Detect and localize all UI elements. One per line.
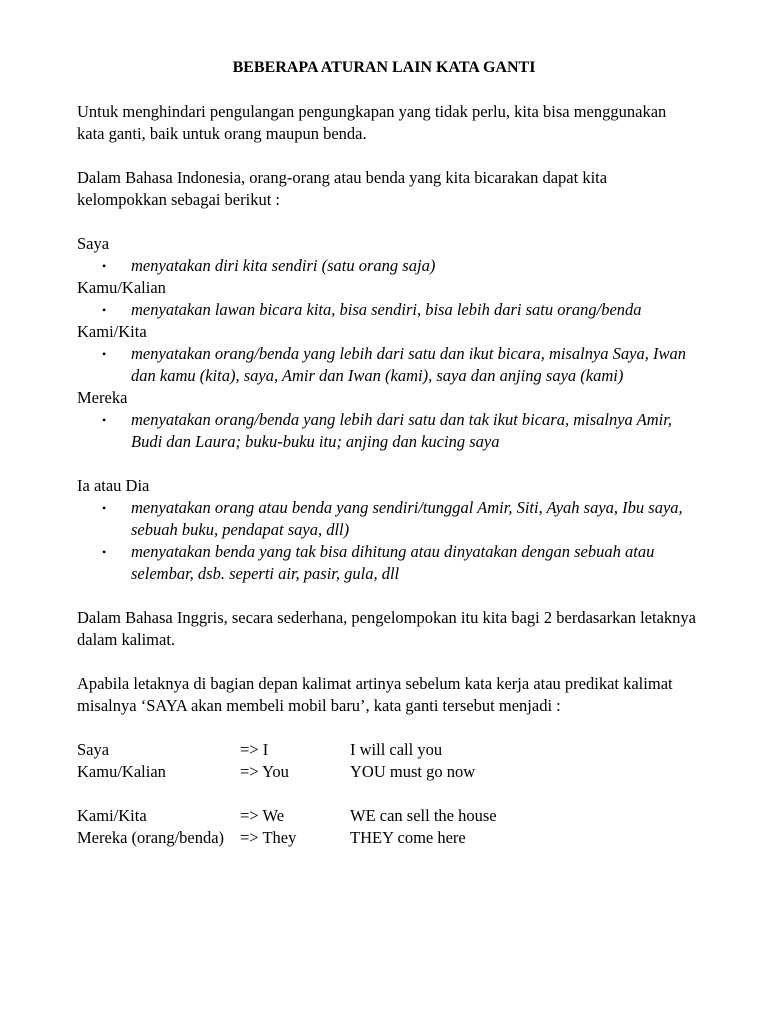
list-item-text: menyatakan orang/benda yang lebih dari satu dan tak ikut bicara, misalnya Amir, Budi dan Laura; buku-buku itu; anjing dan kucing saya — [131, 410, 672, 451]
english-pronoun: => We — [240, 806, 285, 825]
indonesian-pronoun: Saya — [77, 740, 110, 759]
pronoun-group-mereka — [77, 387, 697, 453]
pronoun-term: Kamu/Kalian — [77, 278, 166, 297]
pronoun-group-kami-kita — [77, 321, 697, 387]
example-sentence: YOU must go now — [350, 762, 476, 781]
table-row — [77, 827, 697, 849]
pronoun-group-kamu-kalian — [77, 277, 697, 321]
indonesian-pronoun: Kami/Kita — [77, 806, 147, 825]
pronoun-translation-table — [77, 739, 697, 849]
list-item-text: menyatakan diri kita sendiri (satu orang saja) — [131, 256, 436, 275]
table-row — [77, 739, 697, 761]
list-item — [77, 541, 697, 585]
example-sentence: I will call you — [350, 740, 443, 759]
list-item — [77, 255, 697, 277]
example-sentence: WE can sell the house — [350, 806, 497, 825]
indonesian-pronoun: Mereka (orang/benda) — [77, 828, 225, 847]
pronoun-term: Saya — [77, 234, 110, 253]
english-pronoun: => You — [240, 762, 289, 781]
bullet-icon: • — [102, 545, 107, 559]
list-item-text: menyatakan orang/benda yang lebih dari satu dan ikut bicara, misalnya Saya, Iwan dan kamu (kita), saya, Amir dan Iwan (kami), saya dan anjing saya (kami) — [131, 344, 686, 385]
list-item-text: menyatakan orang atau benda yang sendiri/tunggal Amir, Siti, Ayah saya, Ibu saya, sebuah buku, pendapat saya, dll) — [131, 498, 683, 539]
list-item — [77, 409, 697, 453]
bullet-icon: • — [102, 413, 107, 427]
pronoun-group-saya — [77, 233, 697, 277]
bullet-icon: • — [102, 303, 107, 317]
pronoun-bullet-list — [77, 255, 697, 277]
bullet-icon: • — [102, 347, 107, 361]
list-item-text: menyatakan benda yang tak bisa dihitung atau dinyatakan dengan sebuah atau selembar, dsb. seperti air, pasir, gula, dll — [131, 542, 655, 583]
pronoun-bullet-list — [77, 343, 697, 387]
example-sentence: THEY come here — [350, 828, 466, 847]
front-position-rule-paragraph: Apabila letaknya di bagian depan kalimat artinya sebelum kata kerja atau predikat kalimat misalnya ‘SAYA akan membeli mobil baru’, kata ganti tersebut menjadi : — [77, 674, 673, 715]
spacer — [77, 585, 697, 607]
list-item — [77, 497, 697, 541]
list-item — [77, 343, 697, 387]
english-intro-paragraph: Dalam Bahasa Inggris, secara sederhana, pengelompokan itu kita bagi 2 berdasarkan letaknya dalam kalimat. — [77, 608, 696, 649]
intro-paragraph-2: Dalam Bahasa Indonesia, orang-orang atau benda yang kita bicarakan dapat kita kelompokkan sebagai berikut : — [77, 168, 608, 209]
spacer — [77, 453, 697, 475]
list-item — [77, 299, 697, 321]
spacer — [77, 783, 697, 805]
pronoun-term: Kami/Kita — [77, 322, 147, 341]
bullet-icon: • — [102, 501, 107, 515]
pronoun-term: Ia atau Dia — [77, 476, 150, 495]
table-row — [77, 761, 697, 783]
page-title: BEBERAPA ATURAN LAIN KATA GANTI — [232, 59, 536, 76]
pronoun-group-ia-dia — [77, 475, 697, 585]
intro-paragraph-1: Untuk menghindari pengulangan pengungkapan yang tidak perlu, kita bisa menggunakan kata ganti, baik untuk orang maupun benda. — [77, 102, 667, 143]
english-pronoun: => I — [240, 740, 269, 759]
list-item-text: menyatakan lawan bicara kita, bisa sendiri, bisa lebih dari satu orang/benda — [131, 300, 642, 319]
pronoun-bullet-list — [77, 497, 697, 585]
indonesian-pronoun: Kamu/Kalian — [77, 762, 166, 781]
table-row — [77, 805, 697, 827]
bullet-icon: • — [102, 259, 107, 273]
pronoun-bullet-list — [77, 299, 697, 321]
english-pronoun: => They — [240, 828, 297, 847]
pronoun-bullet-list — [77, 409, 697, 453]
document-page — [77, 57, 697, 849]
pronoun-term: Mereka — [77, 388, 128, 407]
